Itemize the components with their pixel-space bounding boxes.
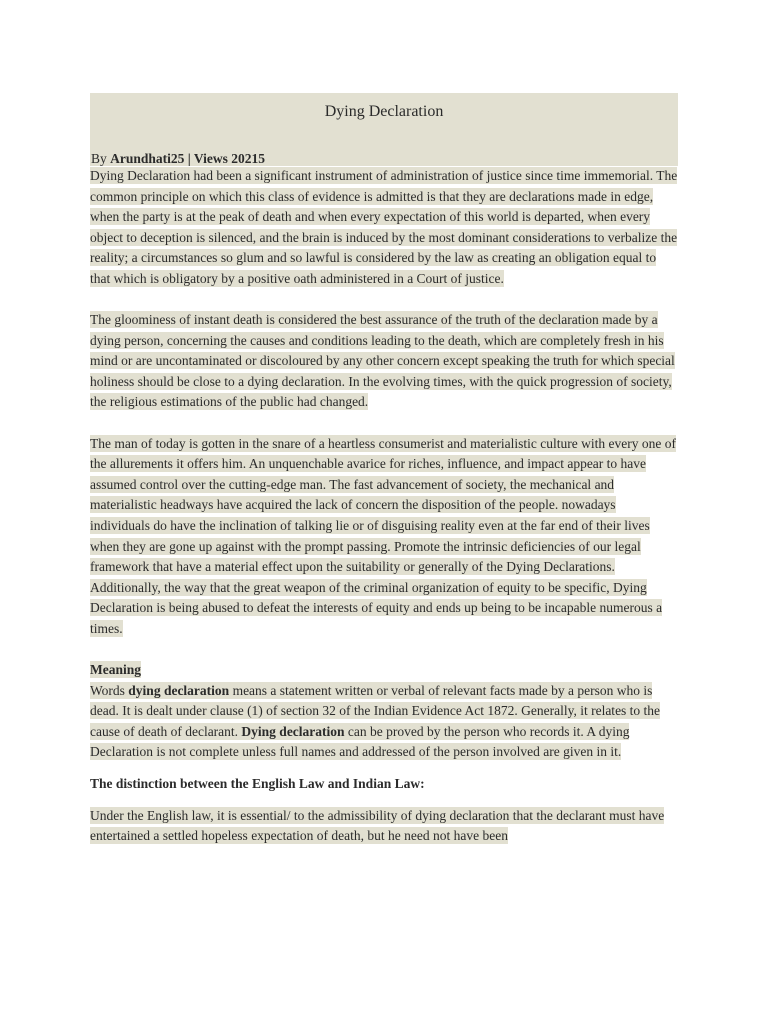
paragraph-3 bbox=[90, 434, 678, 640]
paragraph-2 bbox=[90, 310, 678, 413]
meaning-heading bbox=[90, 660, 678, 681]
title-block bbox=[90, 93, 678, 166]
intro-paragraph-text: Dying Declaration had been a significant instrument of administration of justice since time immemorial. The common principle on which this class of evidence is admitted is that they are declarations made in edge, when the party is at the peak of death and when every expectation of this world is departed, when every object to deception is silenced, and the brain is induced by the most dominant considerations to verbalize the reality; a circumstances so glum and so lawful is considered by the law as creating an obligation equal to that which is obligatory by a positive oath administered in a Court of justice. bbox=[90, 168, 678, 286]
meaning-b1: dying declaration bbox=[128, 682, 230, 698]
english-law-paragraph-text: Under the English law, it is essential/ to the admissibility of dying declaration that the declarant must have entertained a settled hopeless expectation of death, but he need not have been bbox=[90, 807, 665, 844]
document-title: Dying Declaration bbox=[324, 103, 444, 120]
meaning-t2: means a statement written or verbal of relevant facts made by a person who is dead. It is dealt under clause (1) of section 32 of the Indian Evidence Act 1872. Generally, it relates to the cause of death of declarant. bbox=[90, 682, 661, 739]
meaning-b2: Dying declaration bbox=[241, 723, 345, 739]
meaning-t1: Words bbox=[90, 682, 129, 698]
byline-author-views: Arundhati25 | Views 20215 bbox=[110, 151, 266, 166]
paragraph-2-text: The gloominess of instant death is considered the best assurance of the truth of the declaration made by a dying person, concerning the causes and conditions leading to the death, which are completely fresh in his mind or are uncontaminated or discoloured by any other concern except speaking the truth for which special holiness should be close to a dying declaration. In the evolving times, with the quick progression of society, the religious estimations of the public had changed. bbox=[90, 312, 675, 410]
distinction-heading: The distinction between the English Law and Indian Law: bbox=[90, 775, 425, 791]
english-law-paragraph bbox=[90, 806, 678, 847]
meaning-paragraph bbox=[90, 681, 678, 763]
byline bbox=[91, 151, 265, 167]
byline-prefix: By bbox=[91, 151, 111, 166]
meaning-t3: can be proved by the person who records it. A dying Declaration is not complete unless full names and addressed of the person involved are given in it. bbox=[90, 723, 630, 760]
intro-paragraph bbox=[90, 166, 678, 290]
document-page bbox=[90, 93, 678, 847]
meaning-heading-text: Meaning bbox=[90, 661, 142, 677]
paragraph-3-text: The man of today is gotten in the snare of a heartless consumerist and materialistic culture with every one of the allurements it offers him. An unquenchable avarice for riches, influence, and impact appear to have assumed control over the cutting-edge man. The fast advancement of society, the mechanical and materialistic headways have acquired the lack of concern the disposition of the people. nowadays individuals do have the inclination of talking lie or of disguising reality even at the far end of their lives when they are gone up against with the prompt passing. Promote the intrinsic deficiencies of our legal framework that have a material effect upon the suitability or generally of the Dying Declarations. Additionally, the way that the great weapon of the criminal organization of equity to be specific, Dying Declaration is being abused to defeat the interests of equity and ends up being to be incapable numerous a times. bbox=[90, 435, 676, 636]
